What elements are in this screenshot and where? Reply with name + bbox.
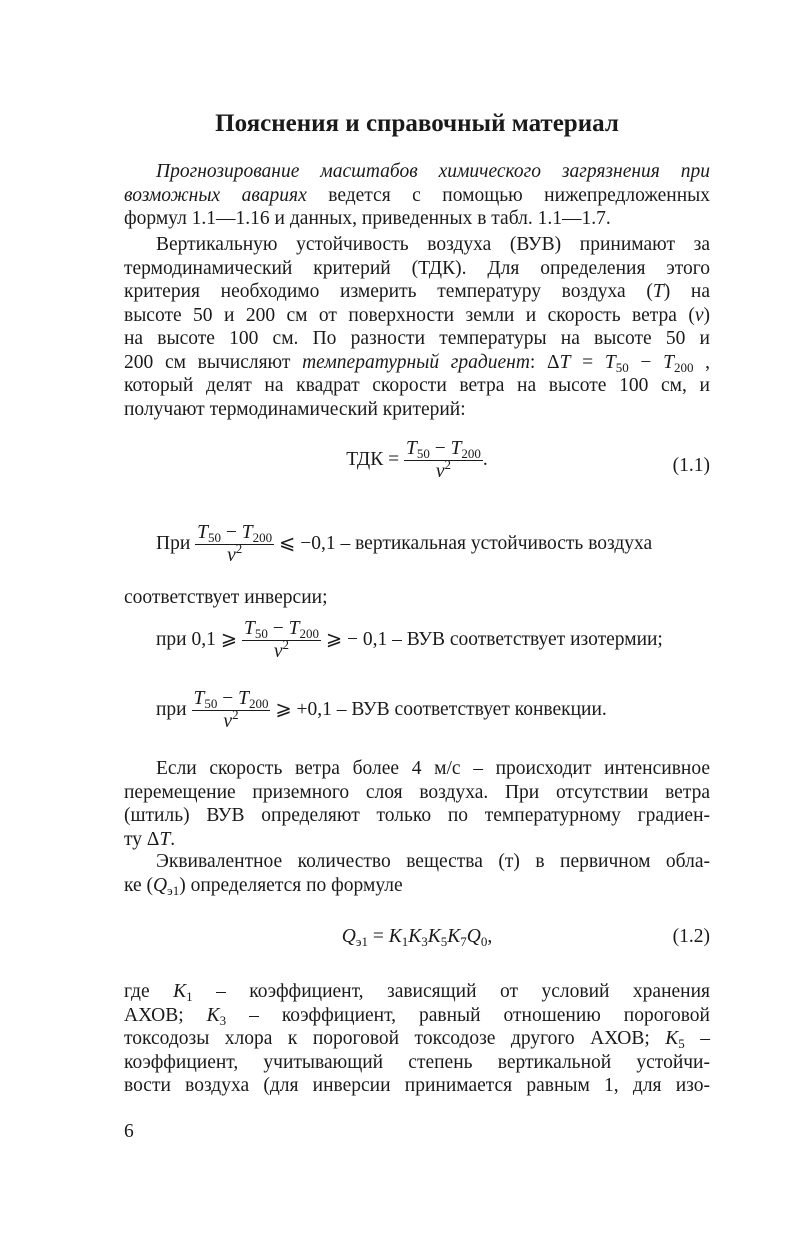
wind-line-3: (штиль) ВУВ определяют только по температурному градиен- xyxy=(124,805,710,826)
cond1-fraction: $\frac{T_{50} - T_{200}}{v^2}$ xyxy=(197,522,273,566)
condition-inversion-cont: соответствует инверсии; xyxy=(124,587,328,608)
vuv-line-5: на высоте 100 см. По разности температуры на высоте 50 и xyxy=(124,328,710,349)
gradient-term: температурный градиент xyxy=(302,351,530,373)
equation-1-1: ТДК = $\frac{T_{50} - T_{200}}{v^2}$ . (1.1) xyxy=(346,438,710,482)
vuv-line-3a: критерия необходимо измерить температуру воздуха ( xyxy=(124,281,653,302)
equiv-line-1: Эквивалентное количество вещества (т) в первичном обла- xyxy=(156,851,710,872)
gradient-formula: $\Delta T = T_{50} - T_{200}$ , xyxy=(547,351,711,375)
condition-isothermy: при 0,1 ⩾ $\frac{T_{50} - T_{200}}{v^2}$ ⩾ − 0,1 – ВУВ соответствует изотермии; xyxy=(156,618,663,662)
wind-line-2: перемещение приземного слоя воздуха. При отсутствии ветра xyxy=(124,781,710,803)
intro-italic-2: возможных авариях xyxy=(124,184,307,206)
vuv-line-6a: 200 см вычисляют xyxy=(124,351,291,373)
paragraph-wind: Если скорость ветра более 4 м/с – происходит интенсивное перемещение приземного слоя воздуха. При отсутствии ветра (штиль) ВУВ определяют только по температурному градиен- ту ΔT. xyxy=(124,758,710,850)
cond2-fraction: $\frac{T_{50} - T_{200}}{v^2}$ xyxy=(243,618,319,662)
intro-italic-1: Прогнозирование масштабов химического загрязнения при xyxy=(156,161,710,182)
coef-line-4: коэффициент, учитывающий степень вертикальной устойчи- xyxy=(124,1051,710,1073)
velocity-symbol: v xyxy=(694,304,704,326)
coef-line-5: вости воздуха (для инверсии принимается равным 1, для изо- xyxy=(124,1075,710,1096)
page-title: Пояснения и справочный материал xyxy=(215,110,619,137)
paragraph-vuv: Вертикальную устойчивость воздуха (ВУВ) принимают за термодинамический критерий (ТДК). Для определения этого критерия необходимо измерить температуру воздуха (T) на высоте 50 и 200 см от поверхности земли и скорость ветра (v) на высоте 100 см. По разности температуры на высоте 50 и 200 см вычисляют температурный градиент: $\Delta T = T_{50} - T_{200}$ , который делят на квадрат скорости ветра на высоте 100 см, и получают термодинамический критерий: xyxy=(124,234,711,420)
condition-convection: при $\frac{T_{50} - T_{200}}{v^2}$ ⩾ +0,1 – ВУВ соответствует конвекции. xyxy=(156,688,607,732)
vuv-line-1: Вертикальную устойчивость воздуха (ВУВ) принимают за xyxy=(156,234,710,255)
condition-inversion: При $\frac{T_{50} - T_{200}}{v^2}$ ⩽ −0,1 – вертикальная устойчивость воздуха xyxy=(156,522,653,566)
intro-rest: ведется с помощью нижепредложенных xyxy=(328,184,711,206)
intro-line-3: формул 1.1—1.16 и данных, приведенных в табл. 1.1—1.7. xyxy=(124,208,611,229)
wind-line-1: Если скорость ветра более 4 м/с – происходит интенсивное xyxy=(156,758,710,779)
vuv-line-7: который делят на квадрат скорости ветра на высоте 100 см, и xyxy=(124,375,710,396)
vuv-line-2: термодинамический критерий (ТДК). Для определения этого xyxy=(124,257,710,279)
paragraph-intro xyxy=(124,160,710,231)
eq1-fraction: $\frac{T_{50} - T_{200}}{v^2}$ xyxy=(405,438,481,482)
cond3-fraction: $\frac{T_{50} - T_{200}}{v^2}$ xyxy=(193,688,269,732)
temp-symbol: T xyxy=(652,281,664,302)
paragraph-coefficients: где $K_1$ – коэффициент, зависящий от условий хранения АХОВ; $K_3$ – коэффициент, равный отношению пороговой токсодозы хлора к пороговой токсодозе другого АХОВ; $K_5$ – коэффициент, учитывающий степень вертикальной устойчи- вости воздуха (для инверсии принимается равным 1, для изо- xyxy=(124,981,710,1096)
eq1-lhs: ТДК = xyxy=(346,448,400,470)
page xyxy=(124,0,710,1241)
page-number: 6 xyxy=(124,1121,134,1142)
paragraph-equivalent: Эквивалентное количество вещества (т) в первичном обла- ке $(Q_{э1})$ определяется по формуле xyxy=(124,851,710,898)
vuv-line-8: получают термодинамический критерий: xyxy=(124,398,466,420)
vuv-line-3b: ) на xyxy=(663,281,710,302)
equation-1-2: $Q_{э1} = K_1K_3K_5K_7Q_0$, (1.2) xyxy=(341,926,710,949)
equation-number-1-2: (1.2) xyxy=(672,926,710,947)
vuv-line-4b: ) xyxy=(703,304,710,326)
equation-number-1-1: (1.1) xyxy=(672,455,710,476)
vuv-line-4a: высоте 50 и 200 см от поверхности земли и скорость ветра ( xyxy=(124,304,695,326)
